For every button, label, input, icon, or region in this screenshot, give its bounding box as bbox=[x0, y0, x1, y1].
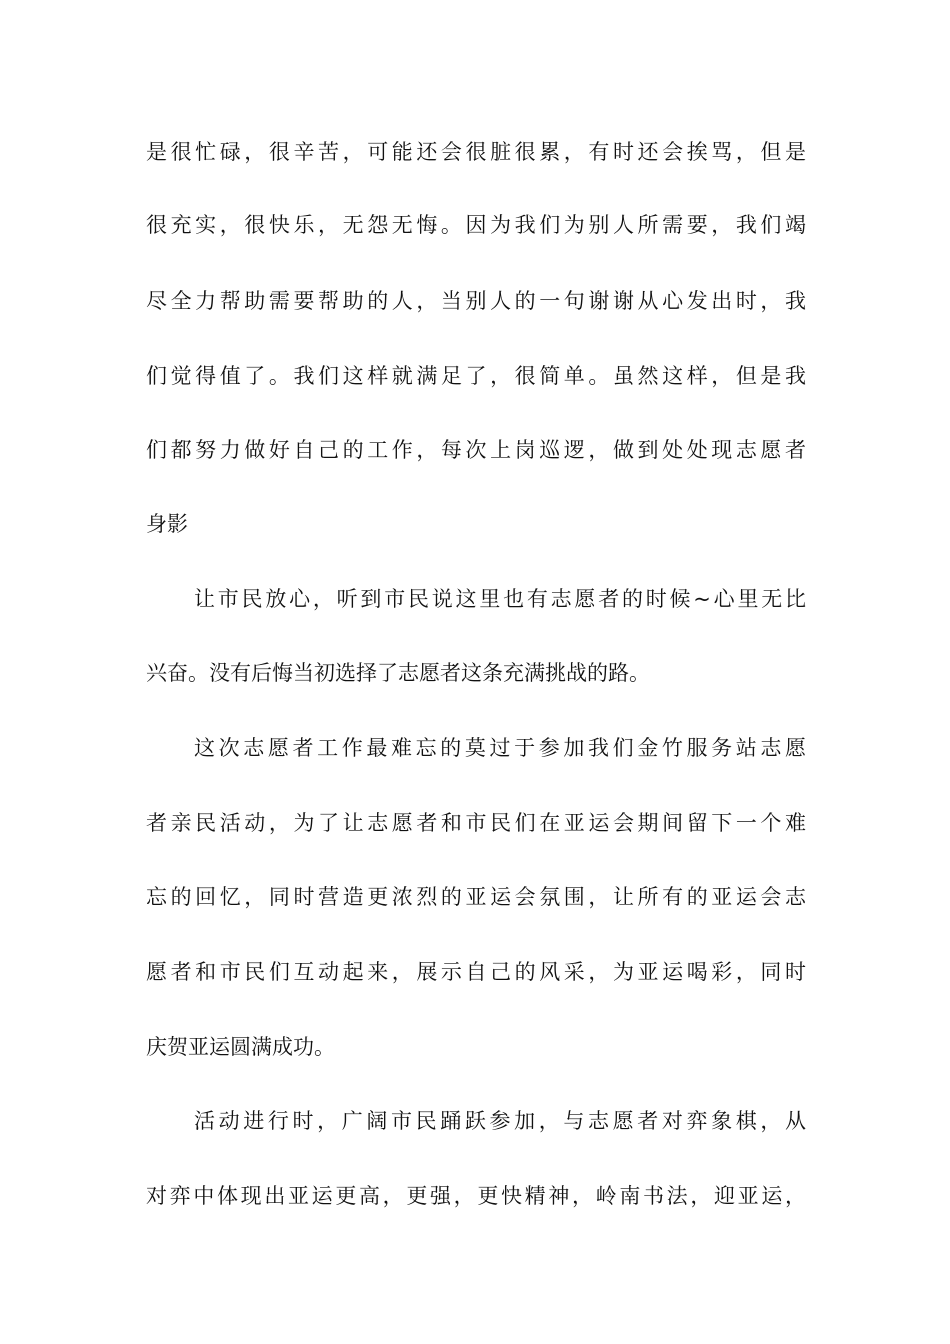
text-line: 们都努力做好自己的工作，每次上岗巡逻，做到处处现志愿者 bbox=[146, 438, 806, 462]
text-line: 们觉得值了。我们这样就满足了，很简单。虽然这样，但是我 bbox=[146, 364, 806, 388]
text-line: 尽全力帮助需要帮助的人，当别人的一句谢谢从心发出时，我 bbox=[146, 289, 806, 313]
text-line: 愿者和市民们互动起来，展示自己的风采，为亚运喝彩，同时 bbox=[146, 960, 806, 984]
text-line: 这次志愿者工作最难忘的莫过于参加我们金竹服务站志愿 bbox=[194, 736, 806, 760]
text-line: 忘的回忆，同时营造更浓烈的亚运会氛围，让所有的亚运会志 bbox=[146, 885, 806, 909]
text-line: 让市民放心，听到市民说这里也有志愿者的时候~心里无比 bbox=[194, 587, 806, 611]
text-line: 很充实，很快乐，无怨无悔。因为我们为别人所需要，我们竭 bbox=[146, 213, 806, 237]
text-line: 身影 bbox=[146, 512, 188, 536]
text-line: 兴奋。没有后悔当初选择了志愿者这条充满挑战的路。 bbox=[146, 661, 650, 685]
text-line: 对弈中体现出亚运更高，更强，更快精神，岭南书法，迎亚运， bbox=[146, 1184, 806, 1208]
text-line: 是很忙碌，很辛苦，可能还会很脏很累，有时还会挨骂，但是 bbox=[146, 140, 806, 164]
text-line: 活动进行时，广阔市民踊跃参加，与志愿者对弈象棋，从 bbox=[194, 1109, 806, 1133]
text-line: 庆贺亚运圆满成功。 bbox=[146, 1035, 335, 1059]
text-line: 者亲民活动，为了让志愿者和市民们在亚运会期间留下一个难 bbox=[146, 811, 806, 835]
